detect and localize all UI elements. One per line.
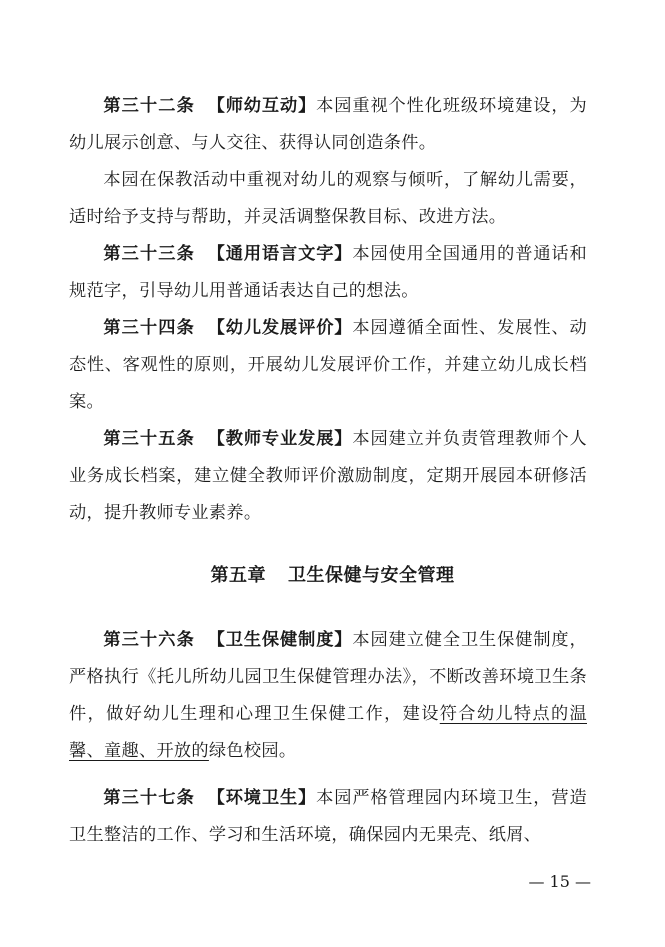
article-title: 【教师专业发展】 [207, 429, 353, 449]
article-text: 本园在保教活动中重视对幼儿的观察与倾听，了解幼儿需要，适时给予支持与帮助，并灵活调整保教目标、改进方法。 [69, 170, 587, 227]
article-35 [69, 421, 587, 532]
article-number: 第三十二条 [103, 96, 195, 116]
article-title: 【幼儿发展评价】 [207, 318, 353, 338]
article-number: 第三十五条 [103, 429, 195, 449]
article-title: 【卫生保健制度】 [207, 630, 353, 650]
article-text: 本园遵循全面性、发展性、动态性、客观性的原则，开展幼儿发展评价工作，并建立幼儿成长档案。 [69, 318, 588, 412]
article-text: 本园建立并负责管理教师个人业务成长档案，建立健全教师评价激励制度，定期开展园本研修活动，提升教师专业素养。 [69, 429, 588, 523]
article-text: 本园重视个性化班级环境建设，为幼儿展示创意、与人交往、获得认同创造条件。 [69, 96, 587, 153]
page-number: — 15 — [528, 872, 591, 891]
article-text: 本园严格管理园内环境卫生，营造卫生整洁的工作、学习和生活环境，确保园内无果壳、纸屑、 [69, 788, 587, 845]
article-number: 第三十七条 [103, 788, 195, 808]
article-title: 【环境卫生】 [207, 788, 317, 808]
article-text: 本园建立健全卫生保健制度，严格执行《托儿所幼儿园卫生保健管理办法》，不断改善环境卫生条件，做好幼儿生理和心理卫生保健工作，建设 [69, 630, 588, 724]
article-text: 本园使用全国通用的普通话和规范字，引导幼儿用普通话表达自己的想法。 [69, 244, 588, 301]
chapter-number: 第五章 [210, 565, 266, 586]
article-title: 【通用语言文字】 [207, 244, 353, 264]
article-number: 第三十四条 [103, 318, 195, 338]
chapter-heading [0, 561, 665, 587]
article-34 [69, 310, 587, 421]
article-36 [69, 622, 587, 770]
article-number: 第三十三条 [103, 244, 195, 264]
article-text-after: 绿色校园。 [208, 741, 297, 761]
article-37 [69, 780, 587, 854]
article-32 [69, 88, 587, 162]
article-title: 【师幼互动】 [207, 96, 317, 116]
underlined-text: 符合幼儿特点的温馨、童趣、开放的 [69, 704, 587, 761]
chapter-title: 卫生保健与安全管理 [288, 565, 455, 586]
article-number: 第三十六条 [103, 630, 195, 650]
article-33 [69, 236, 587, 310]
article-32-continuation [69, 162, 587, 236]
